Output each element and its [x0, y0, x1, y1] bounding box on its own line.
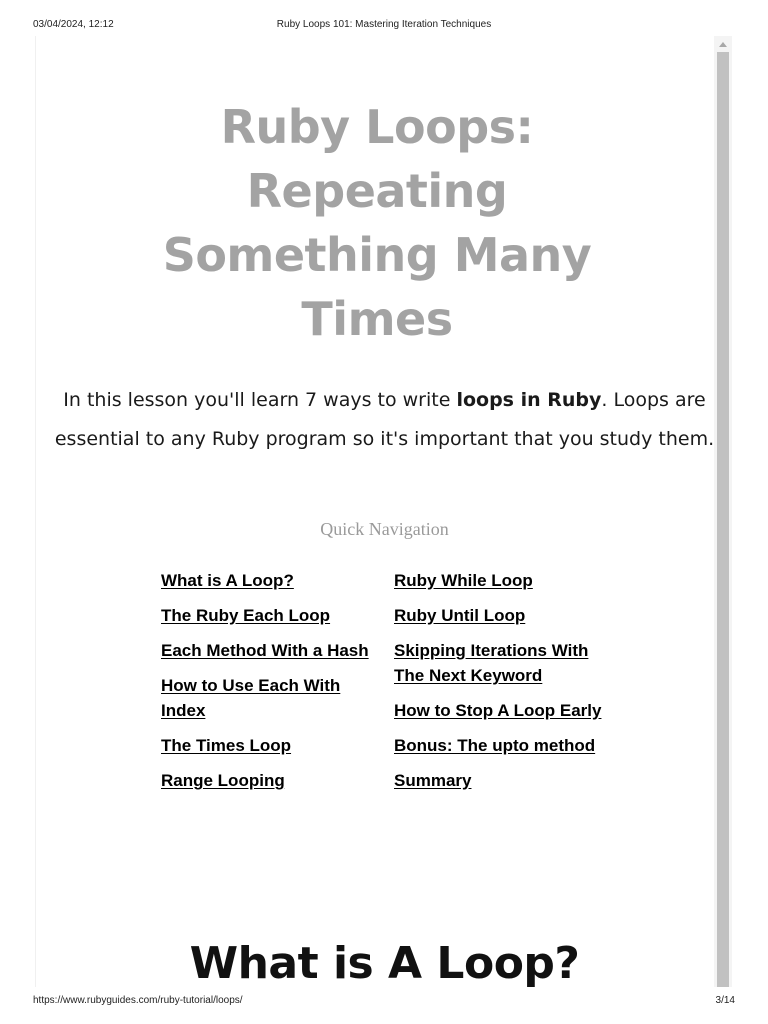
nav-link-each-hash[interactable]: Each Method With a Hash	[161, 641, 369, 660]
nav-link-summary[interactable]: Summary	[394, 771, 472, 790]
triangle-up-icon	[719, 42, 727, 47]
quick-nav-left-column	[161, 568, 381, 803]
print-header	[0, 0, 768, 36]
vertical-scrollbar[interactable]	[714, 36, 732, 987]
scroll-up-button[interactable]	[714, 38, 732, 50]
article-title	[36, 95, 718, 351]
nav-link-what-is-a-loop[interactable]: What is A Loop?	[161, 571, 294, 590]
nav-link-next-keyword[interactable]: Skipping Iterations With The Next Keyword	[394, 641, 589, 685]
article-title-line: Ruby Loops:	[220, 99, 534, 154]
nav-link-range-looping[interactable]: Range Looping	[161, 771, 285, 790]
intro-bold-text: loops in Ruby	[456, 389, 602, 411]
intro-paragraph	[36, 381, 733, 459]
nav-link-times-loop[interactable]: The Times Loop	[161, 736, 292, 755]
nav-link-each-loop[interactable]: The Ruby Each Loop	[161, 606, 331, 625]
print-url: https://www.rubyguides.com/ruby-tutorial/loops/	[33, 995, 243, 1006]
print-datetime: 03/04/2024, 12:12	[33, 19, 114, 30]
nav-link-upto-method[interactable]: Bonus: The upto method	[394, 736, 596, 755]
print-doc-title: Ruby Loops 101: Mastering Iteration Techniques	[276, 19, 492, 30]
nav-link-until-loop[interactable]: Ruby Until Loop	[394, 606, 526, 625]
section-heading-what-is-a-loop: What is A Loop?	[189, 938, 580, 987]
article-title-line: Times	[301, 291, 453, 346]
page-viewport	[35, 36, 733, 987]
quick-nav-right-column	[394, 568, 614, 803]
print-footer	[0, 988, 768, 1024]
article-title-line: Repeating	[246, 163, 508, 218]
print-page-indicator: 3/14	[715, 995, 735, 1006]
intro-text-2: . Loops are essential to any Ruby program so it's important that you study them.	[54, 389, 715, 450]
quick-navigation-heading: Quick Navigation	[320, 519, 449, 539]
nav-link-stop-loop-early[interactable]: How to Stop A Loop Early	[394, 701, 602, 720]
nav-link-each-with-index[interactable]: How to Use Each With Index	[161, 676, 341, 720]
intro-text-1: In this lesson you'll learn 7 ways to write	[63, 389, 457, 411]
nav-link-while-loop[interactable]: Ruby While Loop	[394, 571, 533, 590]
scrollbar-thumb[interactable]	[717, 52, 729, 987]
article-title-line: Something Many	[162, 227, 592, 282]
